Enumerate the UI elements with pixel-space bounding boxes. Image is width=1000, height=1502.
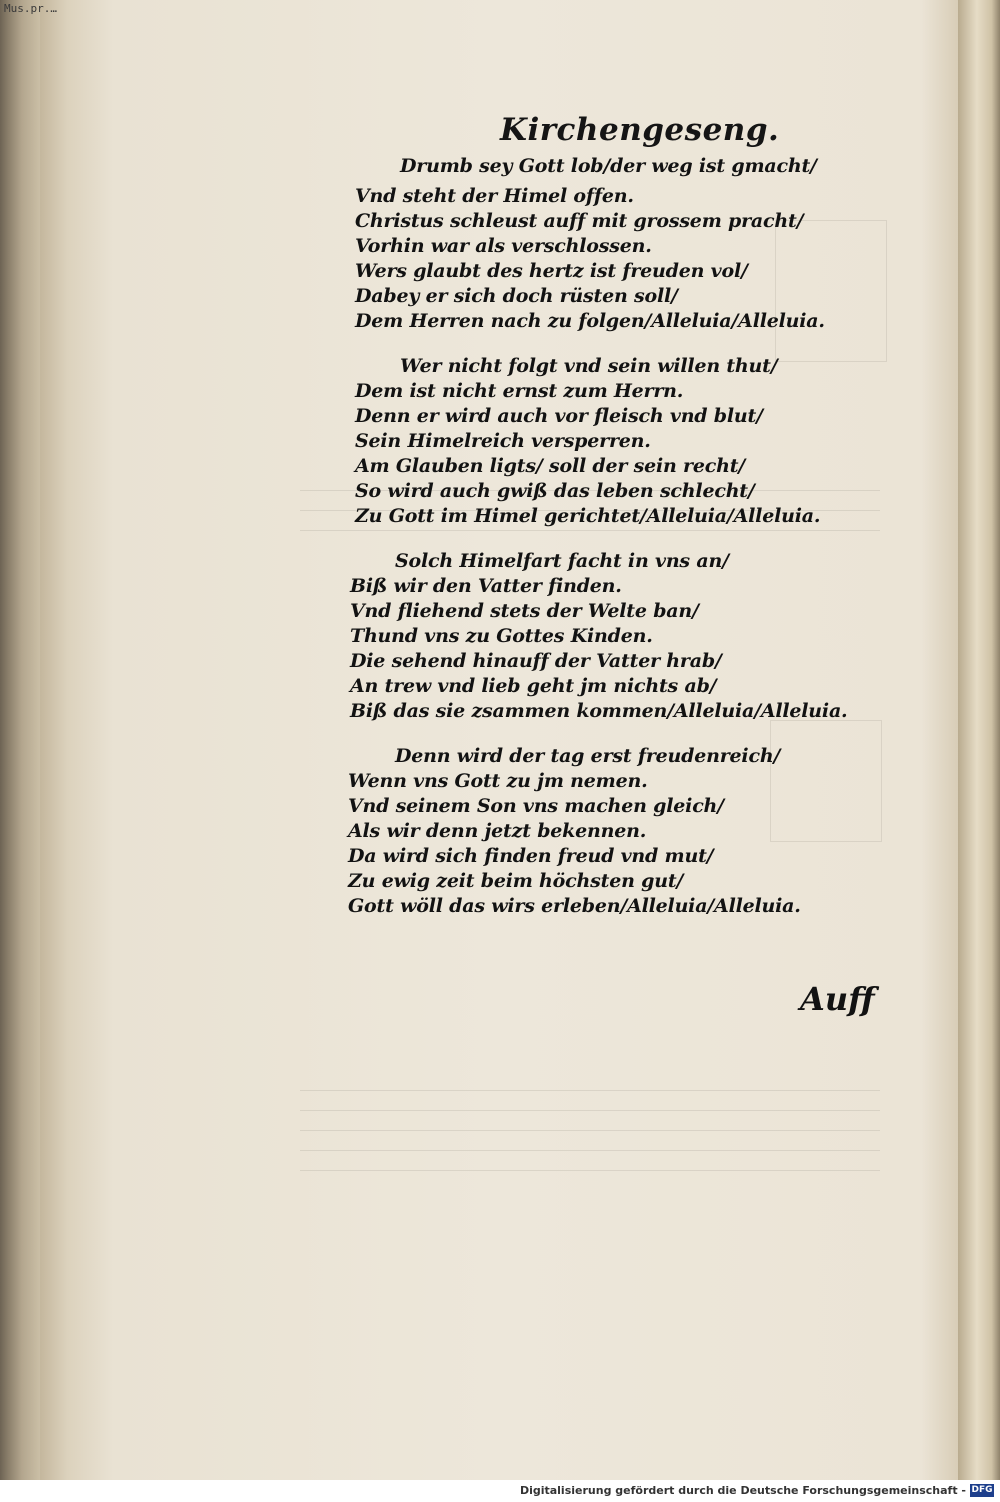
verse-line: Dem Herren nach zu folgen/Alleluia/Alleluia. <box>355 310 825 332</box>
verse-line: Dabey er sich doch rüsten soll/ <box>355 285 678 307</box>
verse-line: Vnd seinem Son vns machen gleich/ <box>348 795 724 817</box>
verse-line: Denn wird der tag erst freudenreich/ <box>395 745 781 767</box>
verse-line: So wird auch gwiß das leben schlecht/ <box>355 480 755 502</box>
bleed-through-staff <box>300 1090 880 1091</box>
verse-line: Am Glauben ligts/ soll der sein recht/ <box>355 455 746 477</box>
verse-line: Thund vns zu Gottes Kinden. <box>350 625 653 647</box>
verse-line: Drumb sey Gott lob/der weg ist gmacht/ <box>400 155 817 177</box>
book-edge-right <box>958 0 1000 1480</box>
verse-line: Wer nicht folgt vnd sein willen thut/ <box>400 355 778 377</box>
dfg-logo-icon: DFG <box>971 1485 993 1495</box>
verse-line: Dem ist nicht ernst zum Herrn. <box>355 380 684 402</box>
verse-line: Sein Himelreich versperren. <box>355 430 651 452</box>
bleed-through-staff <box>300 530 880 531</box>
verse-line: Zu Gott im Himel gerichtet/Alleluia/Alleluia. <box>355 505 821 527</box>
page-title: Kirchengeseng. <box>500 112 780 148</box>
verse-line: Biß wir den Vatter finden. <box>350 575 622 597</box>
verse-line: Wers glaubt des hertz ist freuden vol/ <box>355 260 748 282</box>
bleed-through-staff <box>300 1150 880 1151</box>
verse-line: Zu ewig zeit beim höchsten gut/ <box>348 870 684 892</box>
verse-line: Da wird sich finden freud vnd mut/ <box>348 845 714 867</box>
catchword: Auff <box>800 980 875 1018</box>
bleed-through-staff <box>300 1170 880 1171</box>
bleed-through-staff <box>300 1110 880 1111</box>
verse-line: Vnd steht der Himel offen. <box>355 185 634 207</box>
verse-line: Gott wöll das wirs erleben/Alleluia/Alleluia. <box>348 895 801 917</box>
verse-line: Christus schleust auff mit grossem pracht/ <box>355 210 804 232</box>
verse-line: Solch Himelfart facht in vns an/ <box>395 550 729 572</box>
verse-line: Denn er wird auch vor fleisch vnd blut/ <box>355 405 763 427</box>
bleed-through-initial-2 <box>770 720 882 842</box>
book-edge-left <box>0 0 40 1480</box>
verse-line: Vnd fliehend stets der Welte ban/ <box>350 600 699 622</box>
verse-line: Wenn vns Gott zu jm nemen. <box>348 770 648 792</box>
bleed-through-staff <box>300 1130 880 1131</box>
verse-line: Biß das sie zsammen kommen/Alleluia/Alleluia. <box>350 700 848 722</box>
shelfmark: Mus.pr.… <box>4 2 57 15</box>
verse-line: Als wir denn jetzt bekennen. <box>348 820 647 842</box>
verse-line: Vorhin war als verschlossen. <box>355 235 652 257</box>
verse-line: An trew vnd lieb geht jm nichts ab/ <box>350 675 717 697</box>
footer-credit: Digitalisierung gefördert durch die Deutsche Forschungsgemeinschaft - <box>519 1484 966 1497</box>
verse-line: Die sehend hinauff der Vatter hrab/ <box>350 650 722 672</box>
bleed-through-initial <box>775 220 887 362</box>
